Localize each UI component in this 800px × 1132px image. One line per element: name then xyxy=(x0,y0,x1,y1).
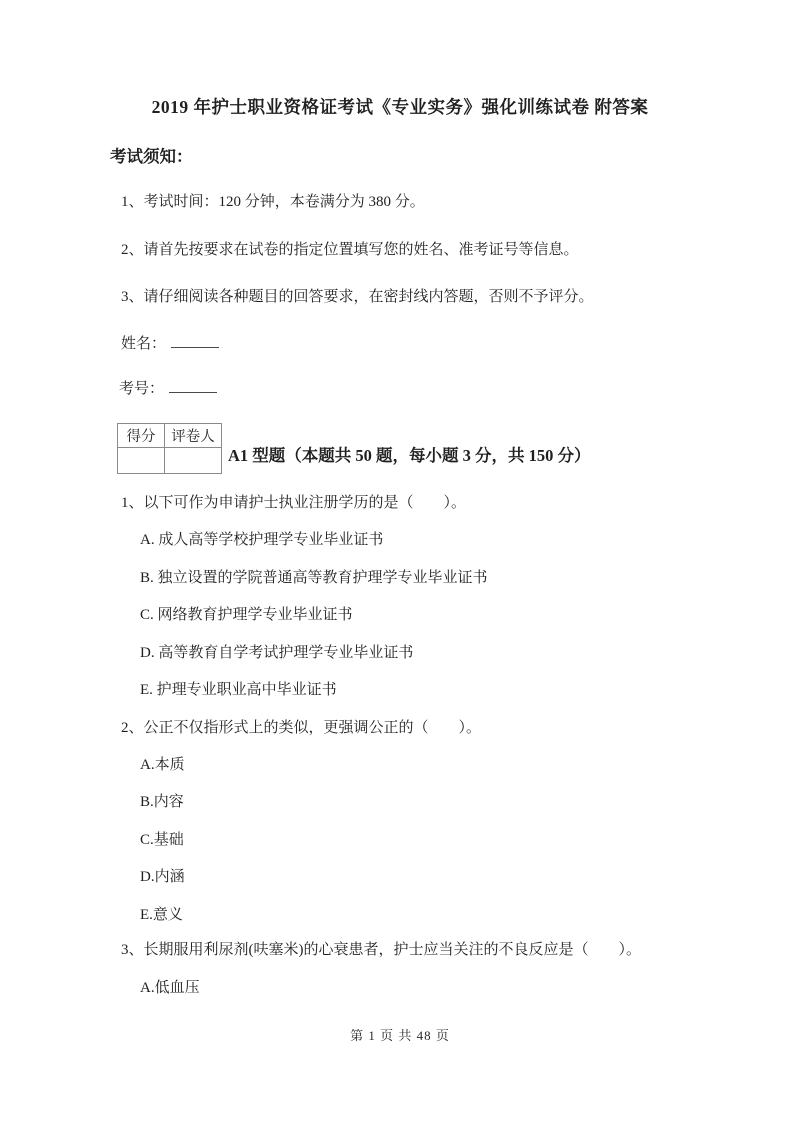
grader-cell-empty xyxy=(165,448,222,474)
score-table-header-row xyxy=(118,424,222,448)
question-3 xyxy=(121,941,641,960)
score-table-header-score: 得分 xyxy=(118,424,165,448)
page-title: 2019 年护士职业资格证考试《专业实务》强化训练试卷 附答案 xyxy=(151,97,649,117)
question-2-option-d: D.内涵 xyxy=(140,869,185,885)
exam-number-field xyxy=(119,378,217,399)
score-table-header-grader: 评卷人 xyxy=(165,424,222,448)
question-3-option-a: A.低血压 xyxy=(140,980,200,996)
score-table-empty-row xyxy=(118,448,222,474)
question-1 xyxy=(121,494,466,513)
name-field xyxy=(121,333,219,354)
question-2-option-a: A.本质 xyxy=(140,757,185,773)
exam-number-label: 考号： xyxy=(119,381,165,397)
question-2-option-b: B.内容 xyxy=(140,794,184,810)
question-2-text: 公正不仅指形式上的类似，更强调公正的（ ）。 xyxy=(143,720,482,736)
question-1-text: 以下可作为申请护士执业注册学历的是（ ）。 xyxy=(143,495,467,511)
question-1-option-b: B. 独立设置的学院普通高等教育护理学专业毕业证书 xyxy=(140,570,488,586)
notice-item-3: 3、请仔细阅读各种题目的回答要求，在密封线内答题，否则不予评分。 xyxy=(121,289,594,305)
question-3-number: 3、 xyxy=(121,942,144,958)
score-table xyxy=(117,423,222,474)
notice-heading: 考试须知： xyxy=(110,147,193,166)
question-2-option-e: E.意义 xyxy=(140,907,183,923)
section-a1-heading: A1 型题（本题共 50 题，每小题 3 分，共 150 分） xyxy=(228,446,591,465)
question-2 xyxy=(121,719,481,738)
question-1-option-d: D. 高等教育自学考试护理学专业毕业证书 xyxy=(140,645,414,661)
question-2-option-c: C.基础 xyxy=(140,832,184,848)
notice-item-1: 1、考试时间：120 分钟，本卷满分为 380 分。 xyxy=(121,194,425,210)
question-1-option-c: C. 网络教育护理学专业毕业证书 xyxy=(140,607,353,623)
question-1-number: 1、 xyxy=(121,495,144,511)
question-3-text: 长期服用利尿剂(呋塞米)的心衰患者，护士应当关注的不良反应是（ ）。 xyxy=(143,942,642,958)
exam-number-blank-line xyxy=(169,378,217,393)
question-1-option-a: A. 成人高等学校护理学专业毕业证书 xyxy=(140,532,384,548)
name-label: 姓名： xyxy=(121,336,167,352)
question-2-number: 2、 xyxy=(121,720,144,736)
page-footer: 第 1 页 共 48 页 xyxy=(350,1028,450,1043)
notice-item-2: 2、请首先按要求在试卷的指定位置填写您的姓名、准考证号等信息。 xyxy=(121,242,579,258)
question-1-option-e: E. 护理专业职业高中毕业证书 xyxy=(140,682,337,698)
name-blank-line xyxy=(171,333,219,348)
score-cell-empty xyxy=(118,448,165,474)
